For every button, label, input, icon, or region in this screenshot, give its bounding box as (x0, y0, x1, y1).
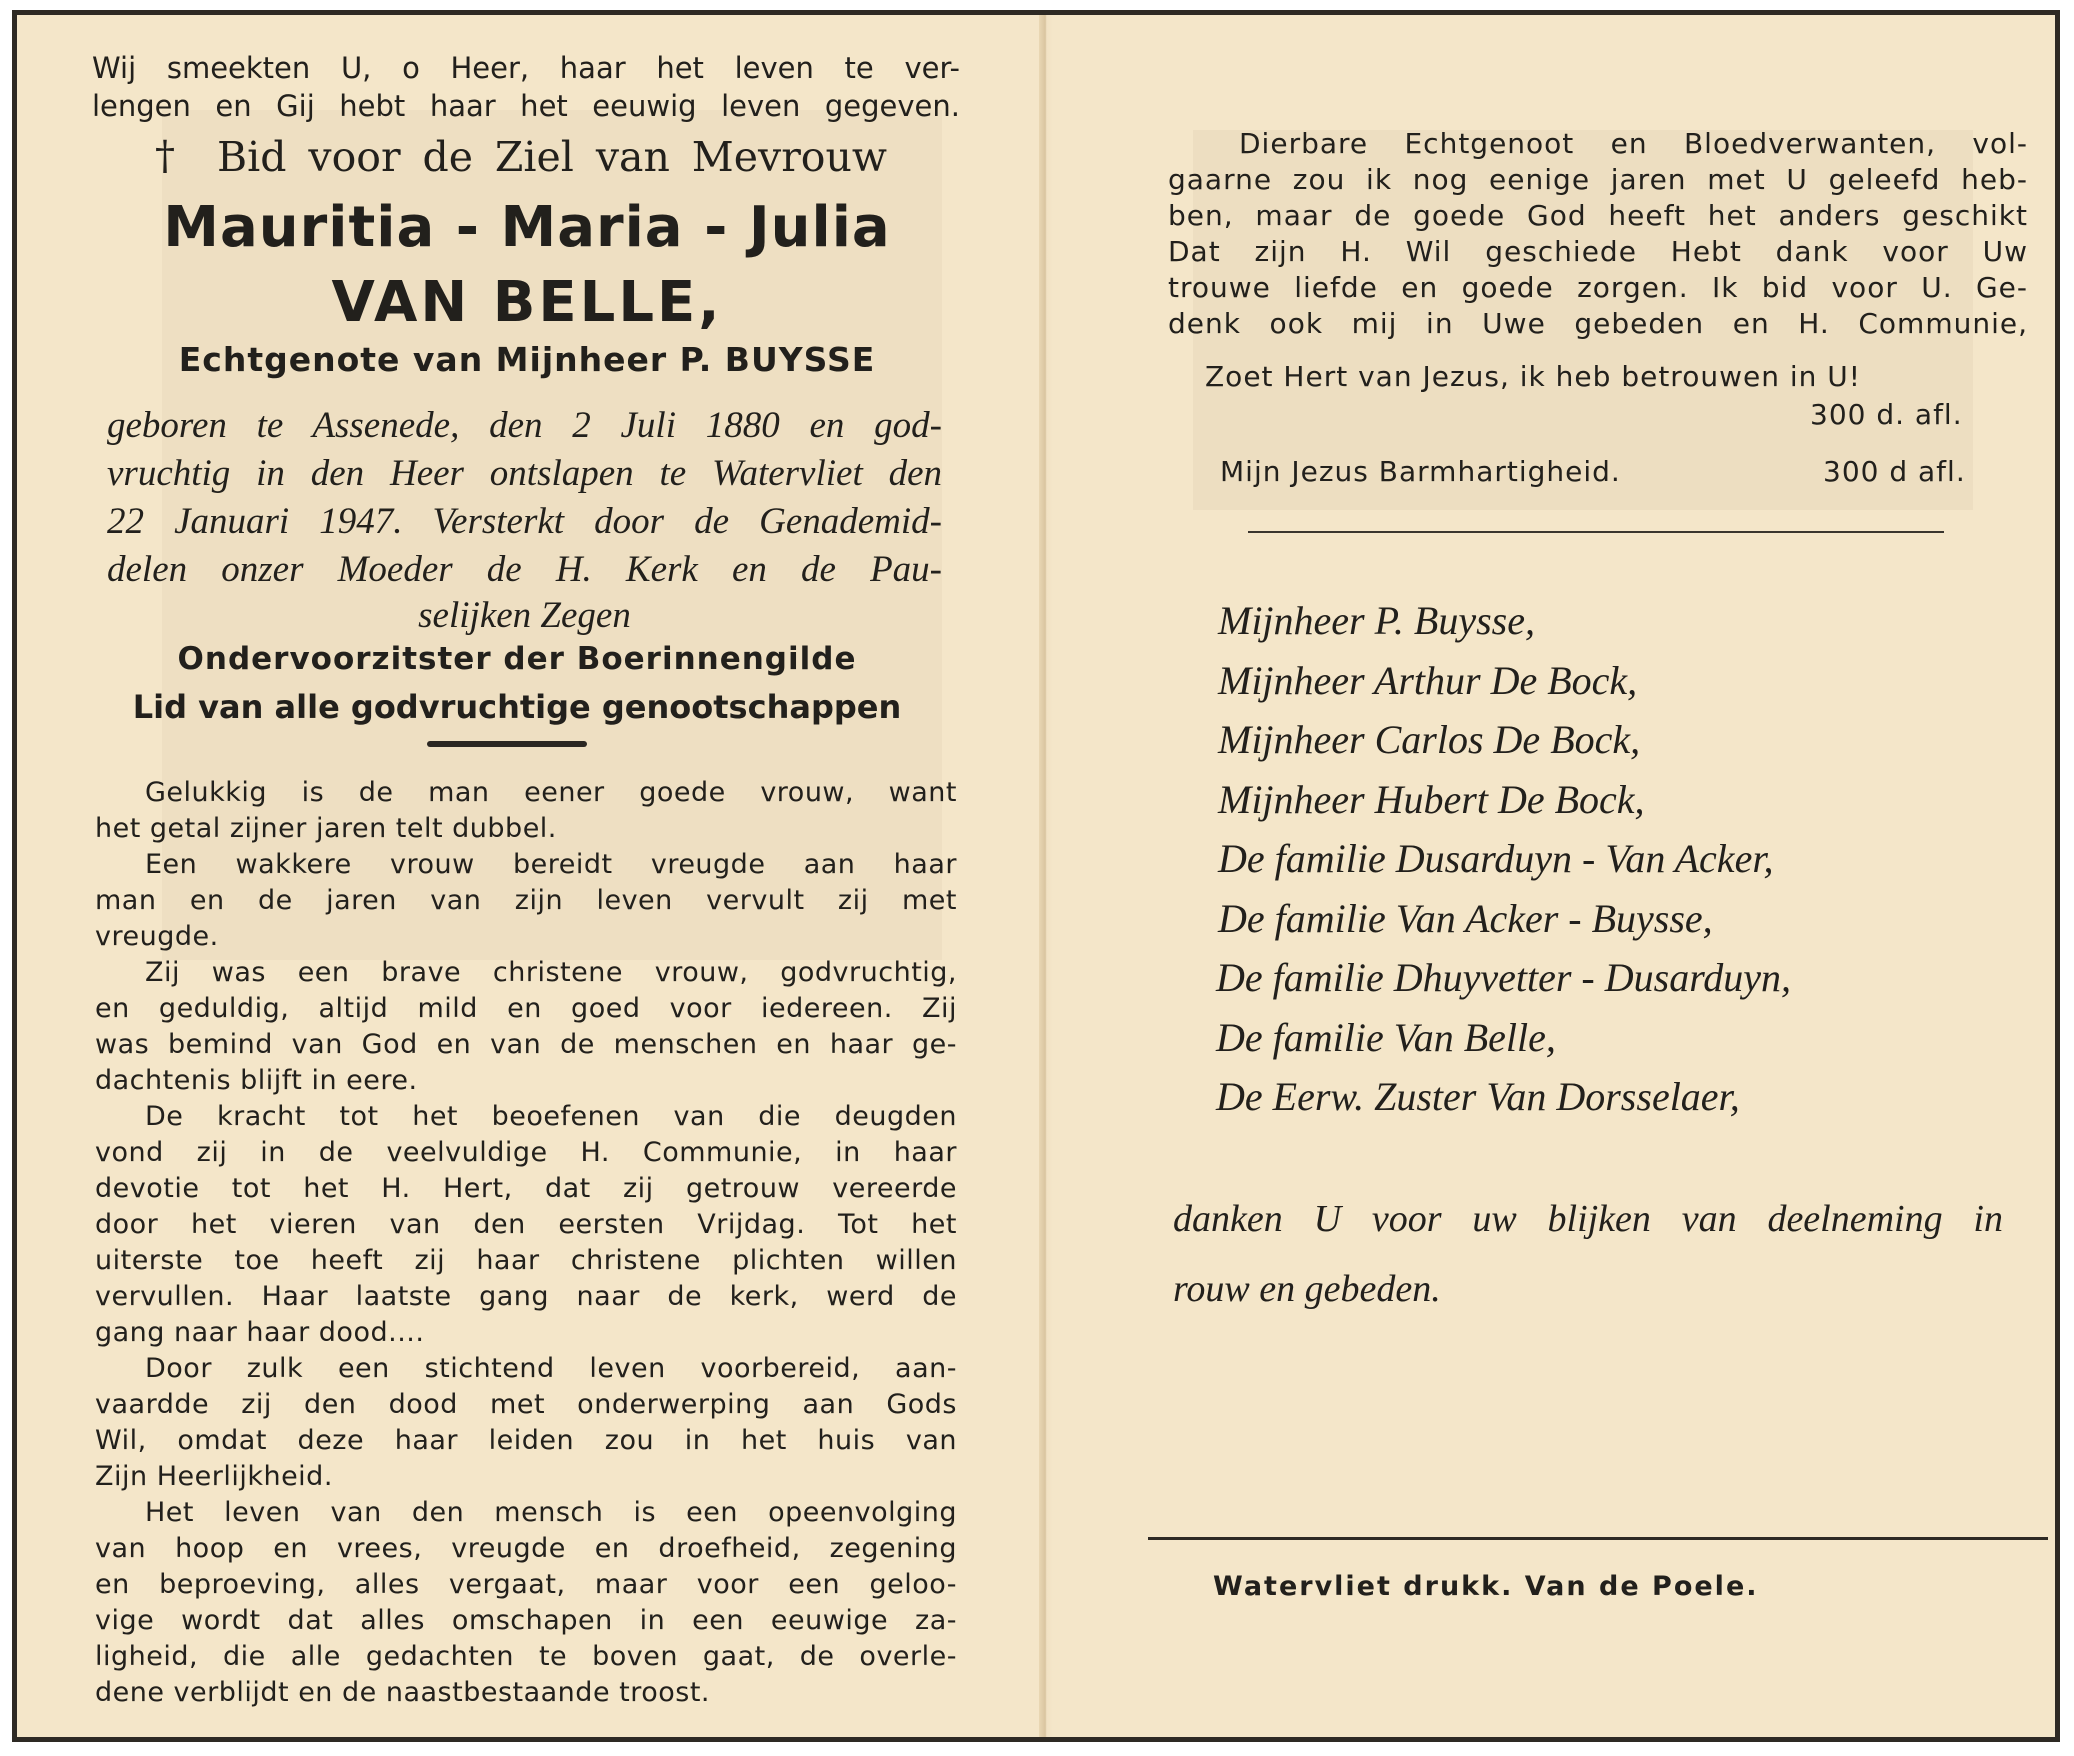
thanks-line-2: rouw en gebeden. (1173, 1268, 1441, 1310)
memorial-text-line: Het leven van den mensch is een opeenvolging (145, 1497, 957, 1528)
memorial-text-line: en beproeving, alles vergaat, maar voor een geloo- (95, 1569, 957, 1600)
memorial-text-line: dene verblijdt en de naastbestaande troost. (95, 1677, 710, 1708)
deceased-family-name: VAN BELLE, (331, 270, 723, 335)
memorial-text-line: vond zij in de veelvuldige H. Communie, in haar (95, 1137, 957, 1168)
section-rule (1248, 531, 1944, 533)
memorial-text-line: vervullen. Haar laatste gang naar de kerk, werd de (95, 1281, 957, 1312)
farewell-message-line: denk ook mij in Uwe gebeden en H. Communie, (1168, 307, 2028, 340)
memorial-text-line: man en de jaren van zijn leven vervult zij met (95, 885, 957, 916)
memorial-text-line: dachtenis blijft in eere. (95, 1065, 418, 1096)
memorial-card (12, 10, 2060, 1742)
memorial-text-line: het getal zijner jaren telt dubbel. (95, 813, 557, 844)
memorial-text-line: was bemind van God en van de menschen en haar ge- (95, 1029, 957, 1060)
memorial-text-line: en geduldig, altijd mild en goed voor iedereen. Zij (95, 993, 957, 1024)
bio-line-2: vruchtig in den Heer ontslapen te Watervliet den (107, 453, 942, 494)
family-member-line: De familie Van Acker - Buysse, (1218, 895, 1713, 941)
bio-line-4: delen onzer Moeder de H. Kerk en de Pau- (107, 549, 942, 590)
bottom-rule (1148, 1537, 2048, 1540)
deceased-given-names: Mauritia - Maria - Julia (163, 195, 891, 260)
memorial-text-line: Door zulk een stichtend leven voorbereid, aan- (145, 1353, 957, 1384)
farewell-message-line: trouwe liefde en goede zorgen. Ik bid voor U. Ge- (1168, 271, 2028, 304)
memorial-text-line: Gelukkig is de man eener goede vrouw, want (145, 777, 957, 808)
memorial-text-line: van hoop en vrees, vreugde en droefheid, zegening (95, 1533, 957, 1564)
bio-line-3: 22 Januari 1947. Versterkt door de Genademid- (107, 501, 942, 542)
family-member-line: Mijnheer P. Buysse, (1218, 598, 1535, 643)
indulgence-1: 300 d. afl. (1810, 398, 1963, 431)
card-fold (1039, 15, 1053, 1737)
memorial-text-line: Zij was een brave christene vrouw, godvruchtig, (145, 957, 957, 988)
spouse-line: Echtgenote van Mijnheer P. BUYSSE (178, 340, 876, 379)
role-2: Lid van alle godvruchtige genootschappen (132, 688, 902, 726)
indulgence-2: 300 d afl. (1823, 455, 1966, 488)
memorial-text-line: De kracht tot het beoefenen van die deugden (145, 1101, 957, 1132)
memorial-text-line: vreugde. (95, 921, 219, 952)
farewell-message-line: Dat zijn H. Wil geschiede Hebt dank voor Uw (1168, 235, 2028, 268)
farewell-message-line: gaarne zou ik nog eenige jaren met U geleefd heb- (1168, 163, 2028, 196)
farewell-message-line: Dierbare Echtgenoot en Bloedverwanten, vol- (1239, 127, 2028, 160)
memorial-text-line: Wil, omdat deze haar leiden zou in het huis van (95, 1425, 957, 1456)
right-panel (1053, 15, 2055, 1737)
family-member-line: De familie Van Belle, (1216, 1014, 1556, 1060)
invocation-1: Zoet Hert van Jezus, ik heb betrouwen in U! (1205, 360, 1861, 393)
printer-credit: Watervliet drukk. Van de Poele. (1213, 1571, 1759, 1602)
cross-symbol: † (155, 133, 175, 179)
invocation-2: Mijn Jezus Barmhartigheid. (1220, 455, 1621, 488)
memorial-text-line: door het vieren van den eersten Vrijdag. Tot het (95, 1209, 957, 1240)
family-member-line: Mijnheer Hubert De Bock, (1218, 776, 1645, 822)
bio-line-5: selijken Zegen (418, 595, 631, 636)
thanks-line-1: danken U voor uw blijken van deelneming in (1173, 1198, 2003, 1240)
memorial-text-line: ligheid, die alle gedachten te boven gaat, de overle- (95, 1641, 957, 1672)
ornamental-divider (427, 741, 587, 747)
farewell-message-line: ben, maar de goede God heeft het anders geschikt (1168, 199, 2028, 232)
left-panel (17, 15, 1039, 1737)
bid-line: Bid voor de Ziel van Mevrouw (217, 133, 887, 181)
memorial-text-line: devotie tot het H. Hert, dat zij getrouw vereerde (95, 1173, 957, 1204)
role-1: Ondervoorzitster der Boerinnengilde (177, 641, 857, 677)
memorial-text-line: Een wakkere vrouw bereidt vreugde aan haar (145, 849, 957, 880)
memorial-text-line: uiterste toe heeft zij haar christene plichten willen (95, 1245, 957, 1276)
memorial-text-line: gang naar haar dood.... (95, 1317, 425, 1348)
family-member-line: Mijnheer Carlos De Bock, (1218, 717, 1641, 762)
family-member-line: De Eerw. Zuster Van Dorsselaer, (1216, 1074, 1740, 1119)
prayer-line-2: lengen en Gij hebt haar het eeuwig leven gegeven. (92, 89, 960, 123)
memorial-text-line: vaardde zij den dood met onderwerping aan Gods (95, 1389, 957, 1420)
family-member-line: Mijnheer Arthur De Bock, (1218, 657, 1638, 703)
family-member-line: De familie Dhuyvetter - Dusarduyn, (1216, 955, 1792, 1000)
family-member-line: De familie Dusarduyn - Van Acker, (1218, 836, 1774, 881)
prayer-line-1: Wij smeekten U, o Heer, haar het leven te ver- (92, 51, 960, 85)
memorial-text-line: vige wordt dat alles omschapen in een eeuwige za- (95, 1605, 957, 1636)
bio-line-1: geboren te Assenede, den 2 Juli 1880 en god- (107, 405, 942, 446)
memorial-text-line: Zijn Heerlijkheid. (95, 1461, 333, 1492)
